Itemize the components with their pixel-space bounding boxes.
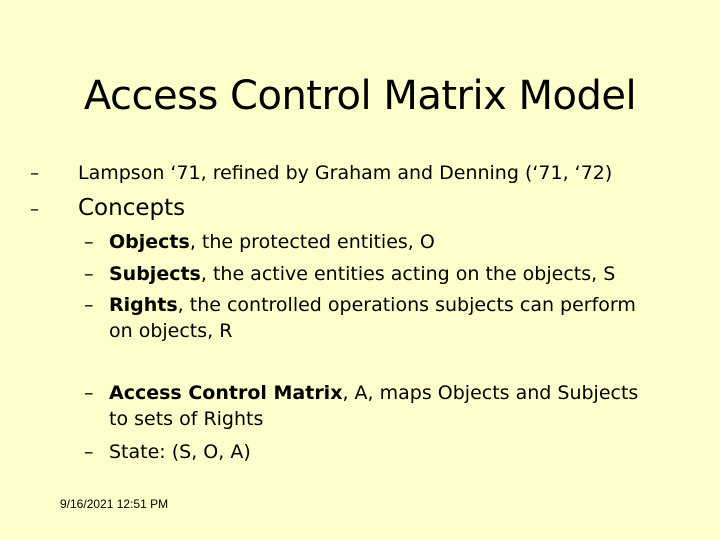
acm-description: , A, maps Objects and Subjects to sets of Rights [109, 382, 639, 430]
subbullet-dash: – [84, 263, 94, 285]
subbullet-rights [84, 292, 644, 344]
subbullet-subjects [84, 261, 694, 287]
bullet-lampson-text: Lampson ‘71, refined by Graham and Denning (‘71, ‘72) [78, 162, 613, 184]
objects-description: , the protected entities, O [189, 231, 435, 253]
subbullet-dash: – [84, 441, 94, 463]
objects-term: Objects [109, 231, 190, 253]
footer-date: 9/16/2021 12:51 PM [60, 497, 169, 511]
slide-title: Access Control Matrix Model [83, 73, 637, 119]
bullet-dash: – [30, 199, 39, 220]
state-text: State: (S, O, A) [109, 441, 251, 463]
rights-description: , the controlled operations subjects can perform on objects, R [109, 294, 636, 342]
subjects-description: , the active entities acting on the objects, S [200, 263, 616, 285]
bullet-concepts-text: Concepts [78, 195, 186, 221]
subbullet-state [84, 439, 694, 465]
bullet-lampson [30, 160, 612, 187]
subbullet-access-control-matrix [84, 380, 644, 432]
bullet-concepts [30, 195, 185, 223]
subjects-term: Subjects [109, 263, 201, 285]
subbullet-dash: – [84, 231, 94, 253]
bullet-dash: – [30, 163, 39, 184]
subbullet-objects [84, 229, 694, 255]
subbullet-dash: – [84, 382, 94, 404]
acm-term: Access Control Matrix [109, 382, 343, 404]
rights-term: Rights [109, 294, 178, 316]
subbullet-dash: – [84, 294, 94, 316]
